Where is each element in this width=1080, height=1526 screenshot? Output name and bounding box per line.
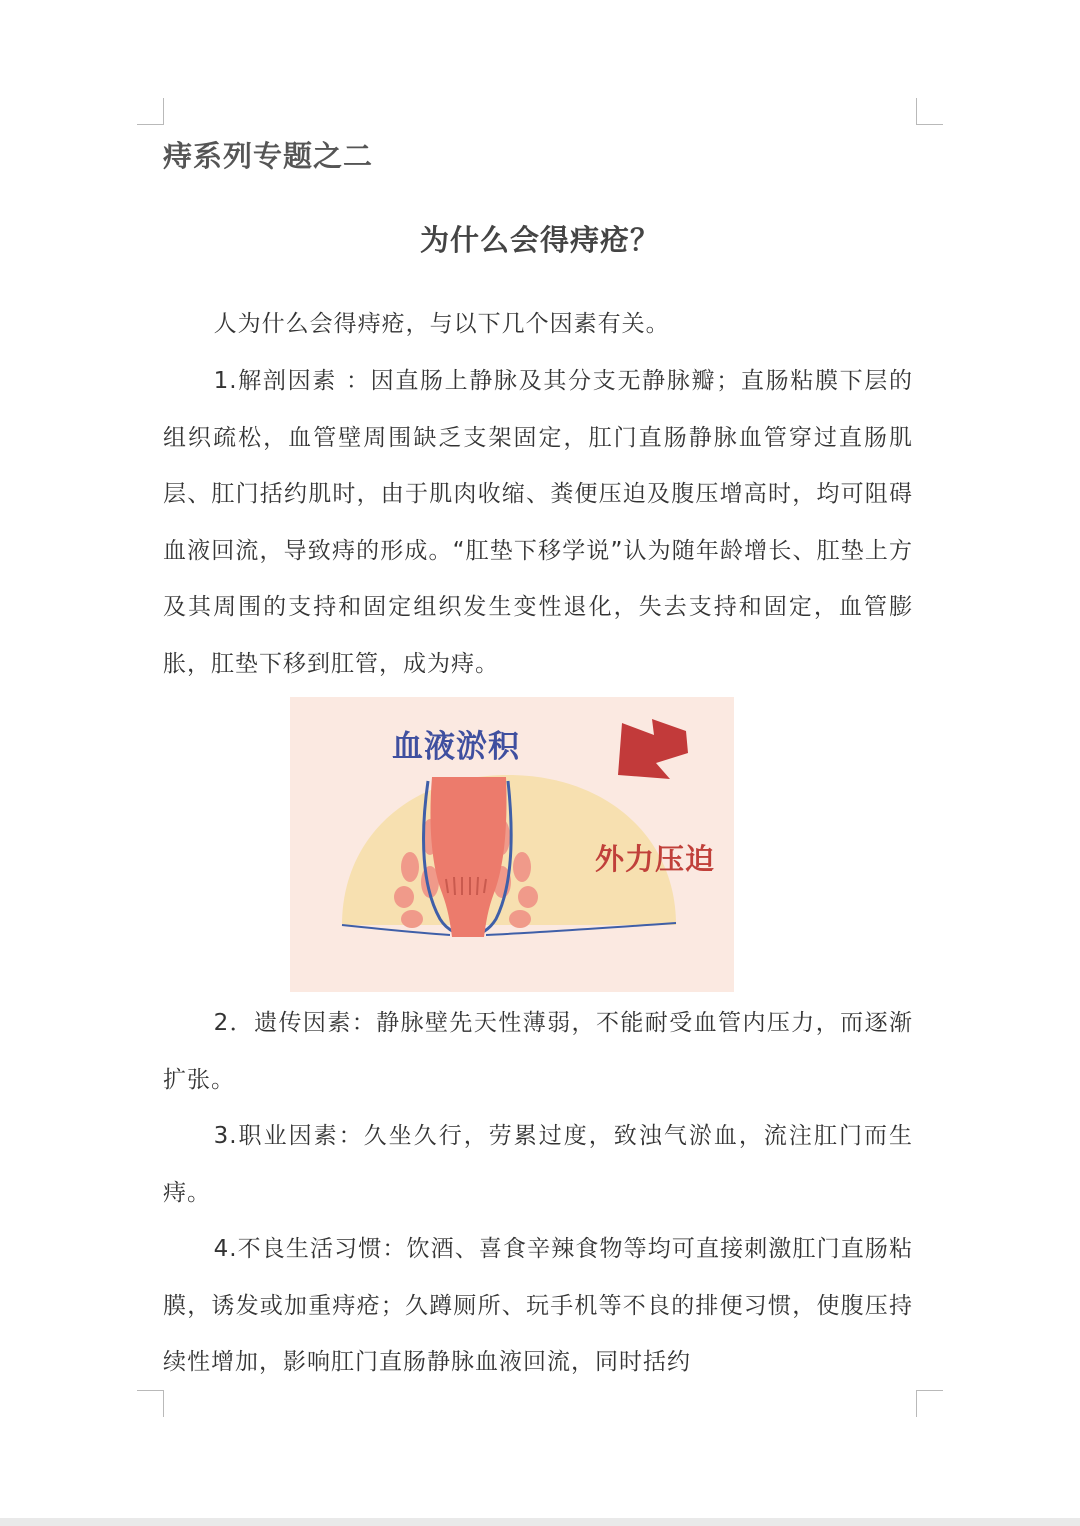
arrow-down-left-icon (618, 719, 688, 779)
series-title: 痔系列专题之二 (163, 139, 374, 173)
crop-mark-bottom-right (916, 1390, 943, 1417)
crop-mark-top-left (137, 98, 164, 125)
lifestyle-paragraph: 4.不良生活习惯：饮酒、喜食辛辣食物等均可直接刺激肛门直肠粘膜，诱发或加重痔疮；久蹲厕所、玩手机等不良的排便习惯，使腹压持续性增加，影响肛门直肠静脉血液回流，同时括约 (163, 1236, 913, 1375)
anatomy-paragraph: 1.解剖因素 ：因直肠上静脉及其分支无静脉瓣；直肠粘膜下层的组织疏松，血管壁周围缺乏支架固定，肛门直肠静脉血管穿过直肠肌层、肛门括约肌时，由于肌肉收缩、粪便压迫及腹压增高时，均可阻碍血液回流，导致痔的形成。“肛垫下移学说”认为随年龄增长、肛垫上方及其周围的支持和固定组织发生变性退化，失去支持和固定，血管膨胀，肛垫下移到肛管，成为痔。 (163, 368, 913, 677)
genetic-paragraph: 2．遗传因素：静脉壁先天性薄弱，不能耐受血管内压力，而逐渐扩张。 (163, 1010, 913, 1093)
crop-mark-bottom-left (137, 1390, 164, 1417)
crop-mark-top-right (916, 98, 943, 125)
occupation-paragraph: 3.职业因素：久坐久行，劳累过度，致浊气淤血，流注肛门而生痔。 (163, 1123, 913, 1206)
hemorrhoid-illustration (290, 697, 734, 992)
label-blood-stasis: 血液淤积 (392, 729, 520, 765)
page-bottom-edge (0, 1518, 1080, 1526)
label-external-pressure: 外力压迫 (595, 842, 716, 876)
article-title: 为什么会得痔疮？ (419, 223, 660, 257)
intro-paragraph: 人为什么会得痔疮，与以下几个因素有关。 (213, 311, 670, 337)
